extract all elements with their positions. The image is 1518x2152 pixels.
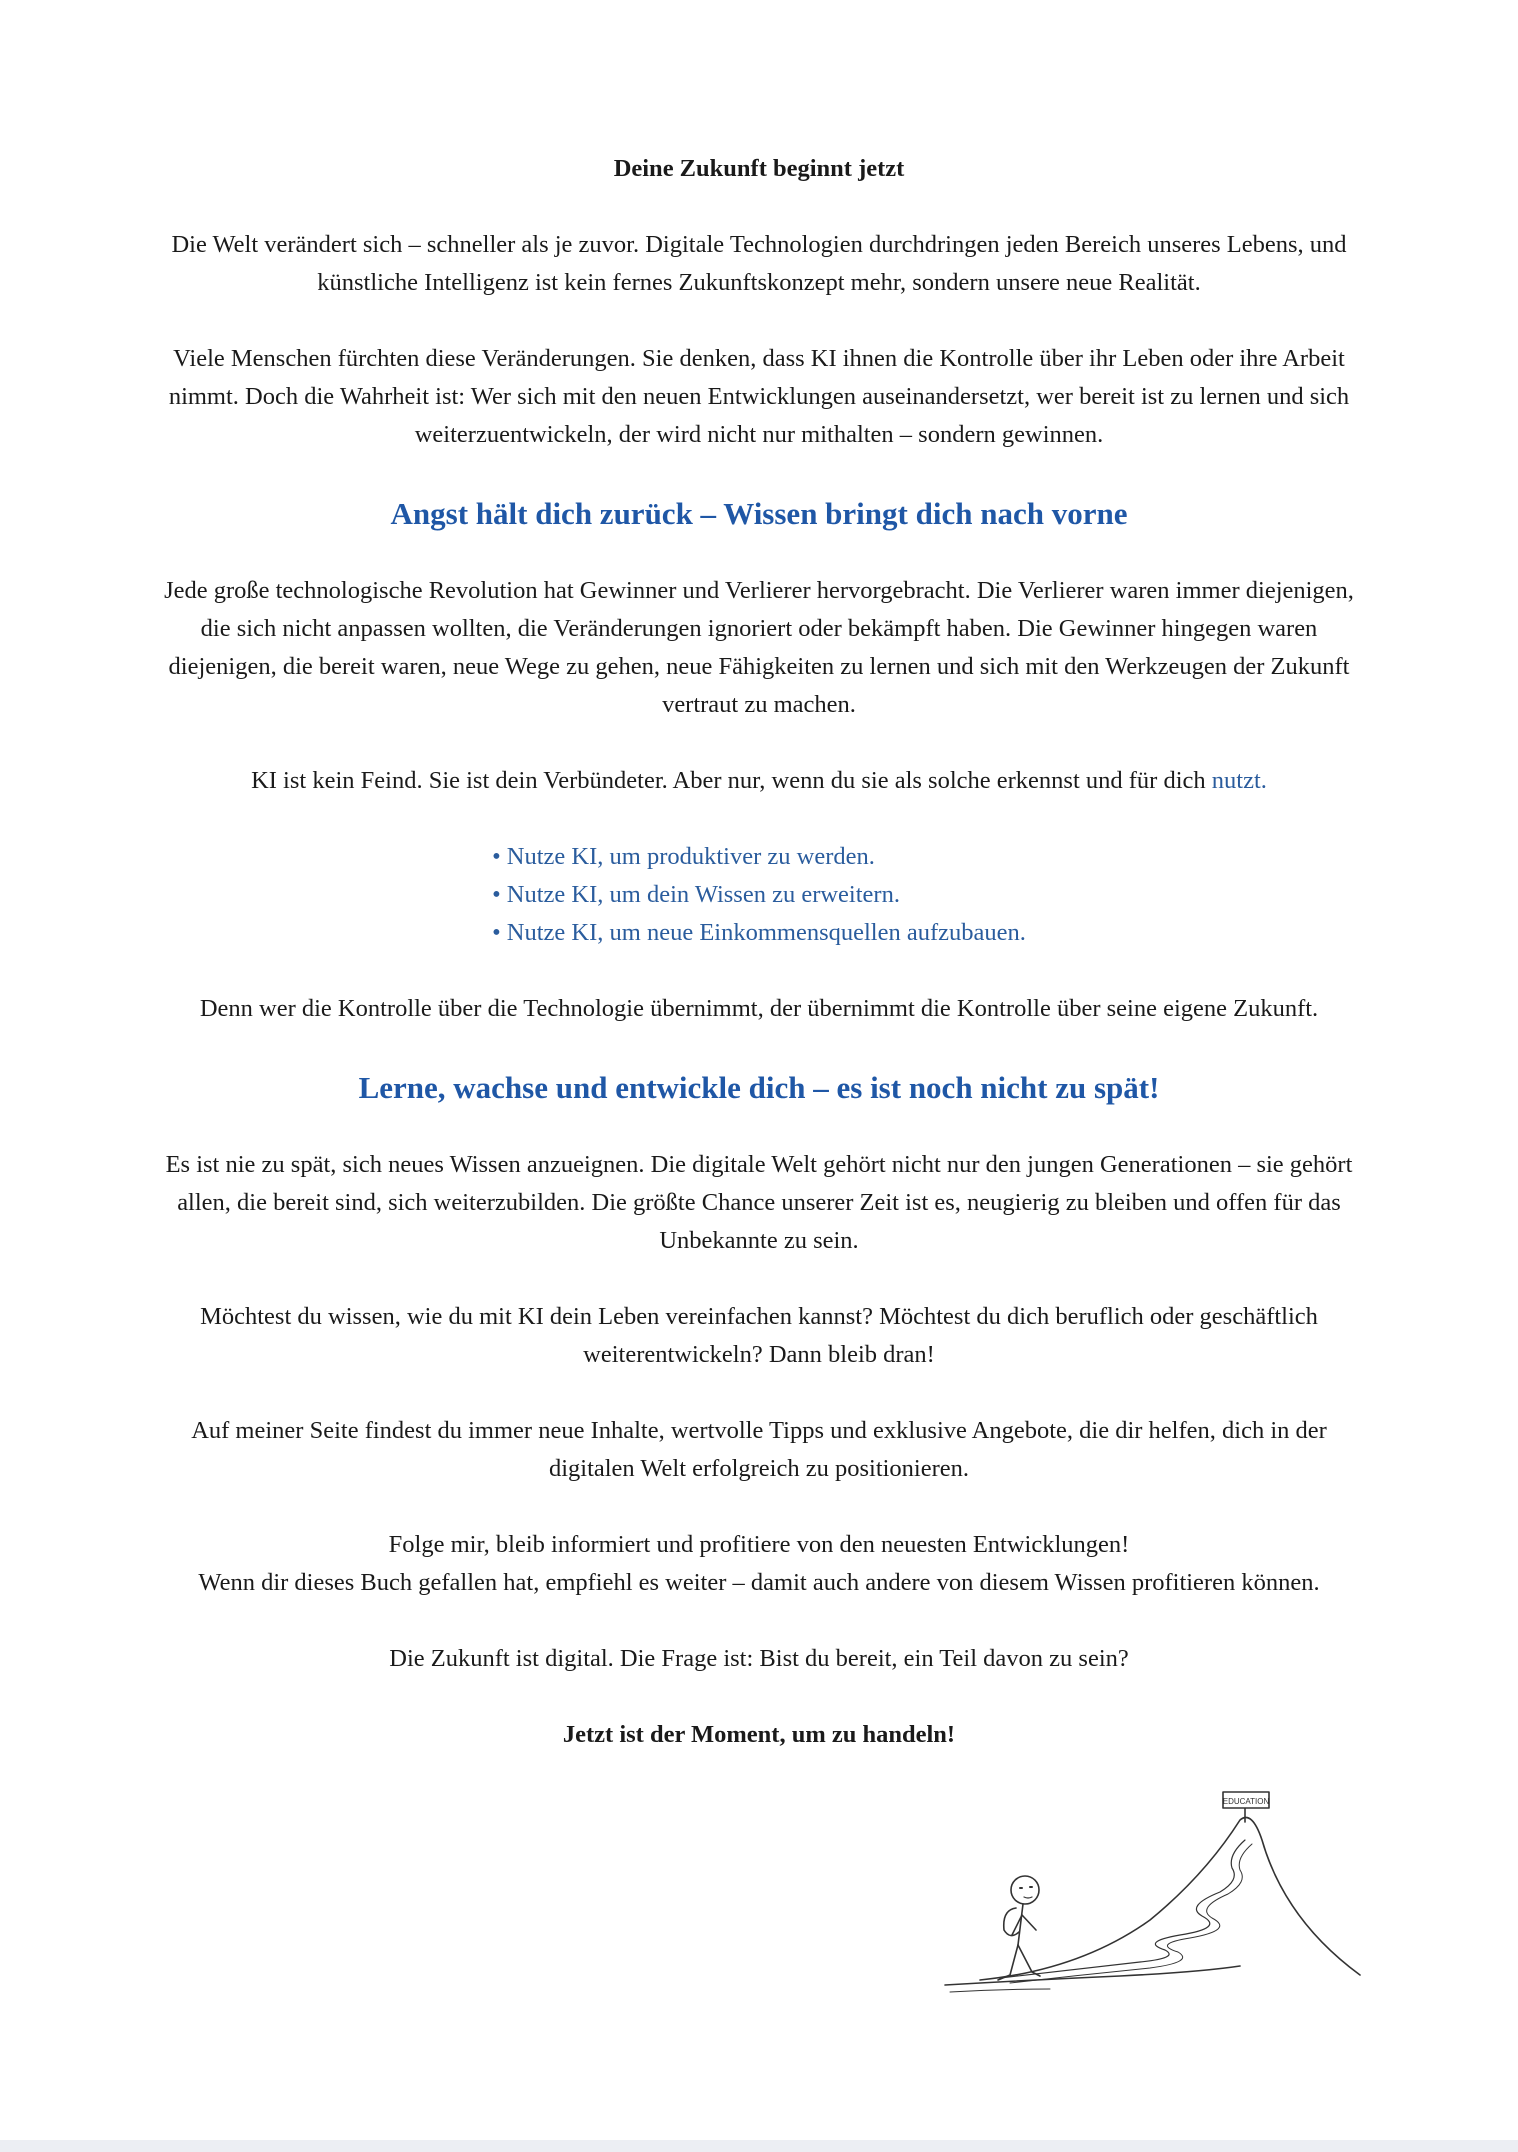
hiker-climbing-mountain-icon bbox=[940, 1780, 1370, 2000]
recommend-paragraph: Wenn dir dieses Buch gefallen hat, empfiehl es weiter – damit auch andere von diesem Wissen profitieren können. bbox=[198, 1569, 1320, 1596]
offers-paragraph: Auf meiner Seite findest du immer neue Inhalte, wertvolle Tipps und exklusive Angebote, die dir helfen, dich in der digitalen Welt erfolgreich zu positionieren. bbox=[191, 1417, 1327, 1482]
intro-paragraph-1: Die Welt verändert sich – schneller als je zuvor. Digitale Technologien durchdringen jeden Bereich unseres Lebens, und künstliche Intelligenz ist kein fernes Zukunftskonzept mehr, sondern unsere neue Realität. bbox=[171, 231, 1347, 296]
list-item: • Nutze KI, um produktiver zu werden. bbox=[492, 843, 875, 870]
ally-link[interactable]: nutzt. bbox=[1211, 767, 1267, 794]
section-heading-learn: Lerne, wachse und entwickle dich – es ist noch nicht zu spät! bbox=[358, 1070, 1160, 1105]
closing-statement: Jetzt ist der Moment, um zu handeln! bbox=[562, 1721, 956, 1748]
page-bottom-edge bbox=[0, 2140, 1518, 2152]
list-item: • Nutze KI, um dein Wissen zu erweitern. bbox=[492, 881, 900, 908]
question-paragraph: Die Zukunft ist digital. Die Frage ist: Bist du bereit, ein Teil davon zu sein? bbox=[389, 1645, 1129, 1672]
section-heading-fear: Angst hält dich zurück – Wissen bringt dich nach vorne bbox=[390, 496, 1128, 531]
document-content bbox=[150, 150, 1368, 1754]
never-too-late-paragraph: Es ist nie zu spät, sich neues Wissen anzueignen. Die digitale Welt gehört nicht nur den jungen Generationen – sie gehört allen, die bereit sind, sich weiterzubilden. Die größte Chance unserer Zeit ist es, neugierig zu bleiben und offen für das Unbekannte zu sein. bbox=[165, 1151, 1353, 1254]
benefit-list bbox=[492, 838, 1026, 952]
control-paragraph: Denn wer die Kontrolle über die Technologie übernimmt, der übernimmt die Kontrolle über seine eigene Zukunft. bbox=[199, 995, 1319, 1022]
ally-text: KI ist kein Feind. Sie ist dein Verbündeter. Aber nur, wenn du sie als solche erkennst und für dich bbox=[251, 767, 1206, 794]
follow-line: Folge mir, bleib informiert und profitiere von den neuesten Entwicklungen! bbox=[388, 1531, 1130, 1558]
ally-paragraph bbox=[150, 762, 1368, 800]
intro-paragraph-2: Viele Menschen fürchten diese Veränderungen. Sie denken, dass KI ihnen die Kontrolle über ihr Leben oder ihre Arbeit nimmt. Doch die Wahrheit ist: Wer sich mit den neuen Entwicklungen auseinandersetzt, wer bereit ist zu lernen und sich weiterzuentwickeln, der wird nicht nur mithalten – sondern gewinnen. bbox=[168, 345, 1350, 448]
questions-paragraph: Möchtest du wissen, wie du mit KI dein Leben vereinfachen kannst? Möchtest du dich beruflich oder geschäftlich weiterentwickeln? Dann bleib dran! bbox=[200, 1303, 1318, 1368]
revolution-paragraph: Jede große technologische Revolution hat Gewinner und Verlierer hervorgebracht. Die Verlierer waren immer diejenigen, die sich nicht anpassen wollten, die Veränderungen ignoriert oder bekämpft haben. Die Gewinner hingegen waren diejenigen, die bereit waren, neue Wege zu gehen, neue Fähigkeiten zu lernen und sich mit den Werkzeugen der Zukunft vertraut zu machen. bbox=[164, 577, 1354, 718]
list-item: • Nutze KI, um neue Einkommensquellen aufzubauen. bbox=[492, 919, 1026, 946]
education-sign: EDUCATION bbox=[1222, 1797, 1270, 1806]
page-title: Deine Zukunft beginnt jetzt bbox=[613, 155, 905, 182]
